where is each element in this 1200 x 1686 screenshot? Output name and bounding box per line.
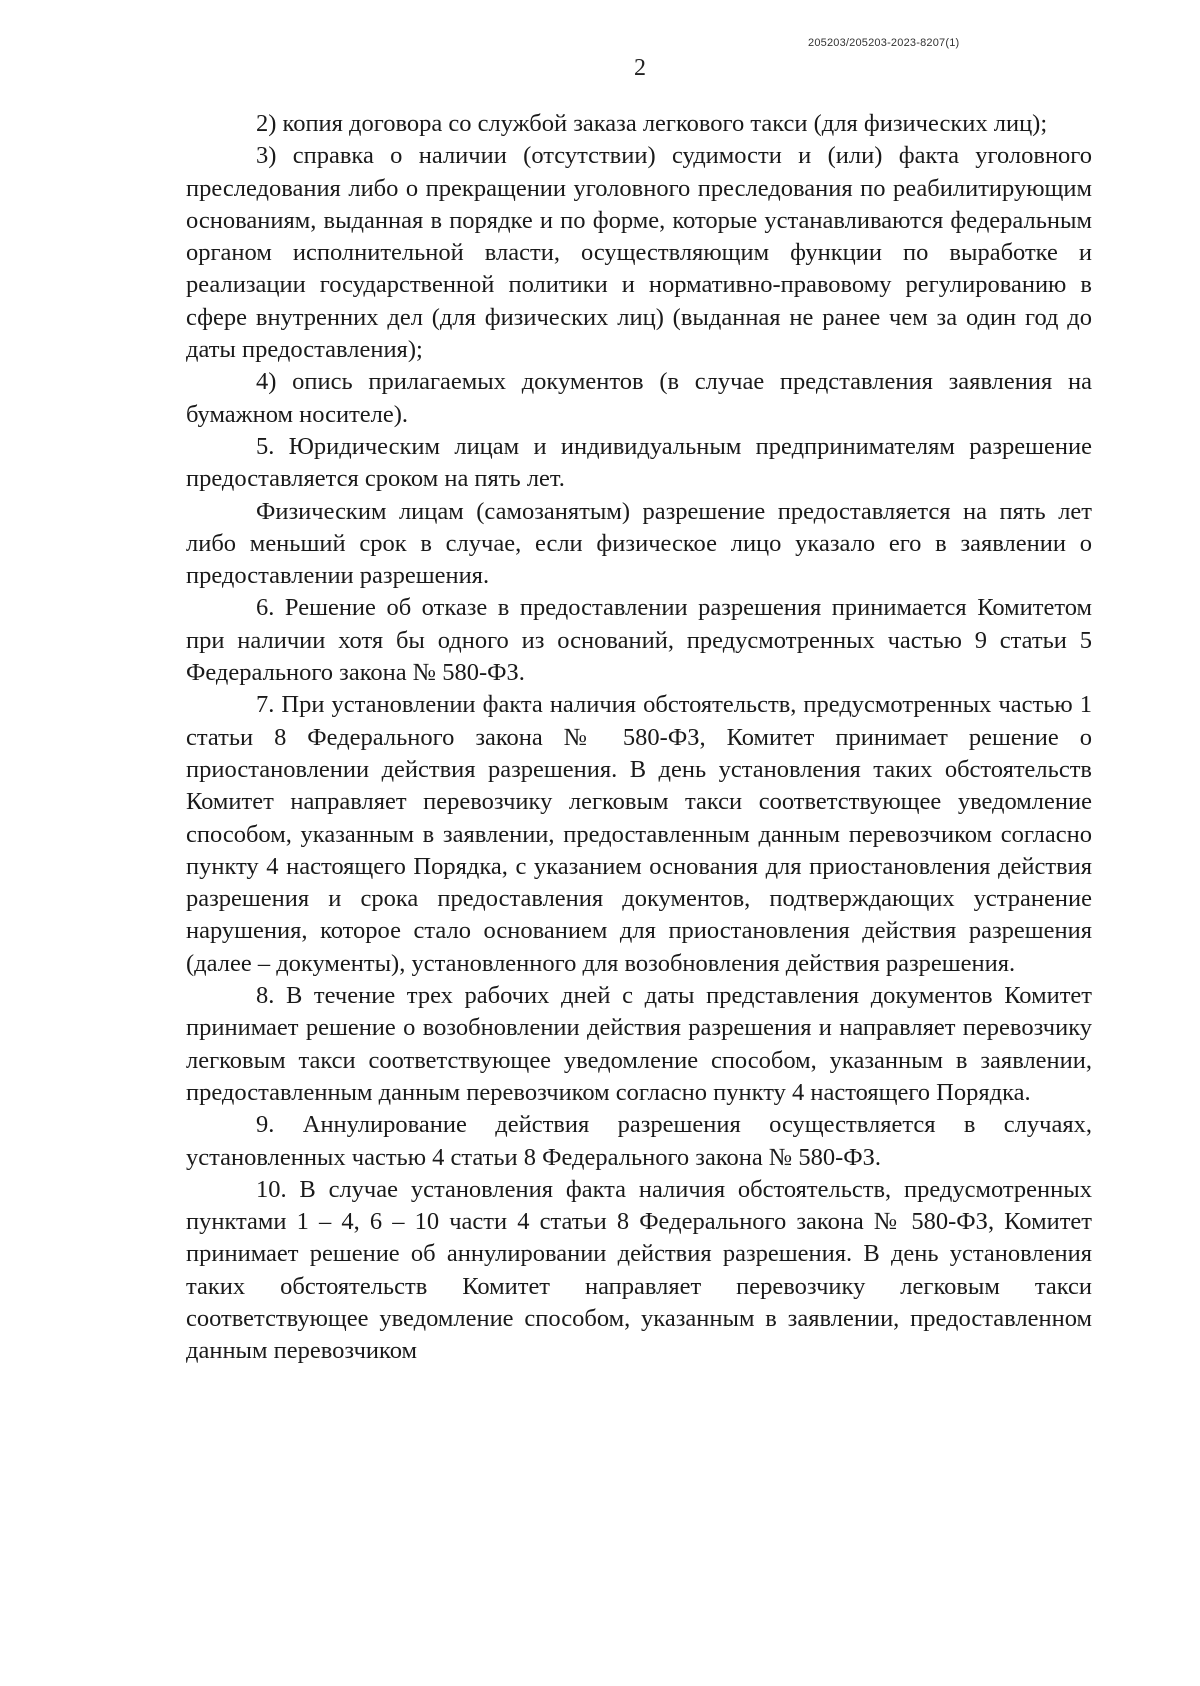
paragraph-self-employed-permit-term: Физическим лицам (самозанятым) разрешение предоставляется на пять лет либо меньший срок в случае, если физическое лицо указало его в заявлении о предоставлении разрешения. [186,497,1092,590]
paragraph-item-3-criminal-record-certificate: 3) справка о наличии (отсутствии) судимости и (или) факта уголовного преследования либо о прекращении уголовного преследования по реабилитирующим основаниям, выданная в порядке и по форме, которые устанавливаются федеральным органом исполнительной власти, осуществляющим функции по выработке и реализации государственной политики и нормативно-правовому регулированию в сфере внутренних дел (для физических лиц) (выданная не ранее чем за один год до даты предоставления); [186,142,1092,364]
paragraph-section-9-annulment: 9. Аннулирование действия разрешения осуществляется в случаях, установленных частью 4 статьи 8 Федерального закона № 580-ФЗ. [186,1111,1092,1171]
paragraph-section-5-permit-term: 5. Юридическим лицам и индивидуальным предпринимателям разрешение предоставляется сроком на пять лет. [186,432,1092,493]
paragraph-item-4-document-inventory: 4) опись прилагаемых документов (в случае представления заявления на бумажном носителе). [186,368,1092,428]
paragraph-section-8-resumption: 8. В течение трех рабочих дней с даты представления документов Комитет принимает решение о возобновлении действия разрешения и направляет перевозчику легковым такси соответствующее уведомление способом, указанным в заявлении, предоставленным данным перевозчиком согласно пункту 4 настоящего Порядка. [186,982,1092,1106]
page-number: 2 [634,55,646,81]
document-body [186,108,1092,1368]
paragraph-section-7-suspension: 7. При установлении факта наличия обстоятельств, предусмотренных частью 1 статьи 8 Федерального закона № 580-ФЗ, Комитет принимает решение о приостановлении действия разрешения. В день установления таких обстоятельств Комитет направляет перевозчику легковым такси соответствующее уведомление способом, указанным в заявлении, предоставленным данным перевозчиком согласно пункту 4 настоящего Порядка, с указанием основания для приостановления действия разрешения и срока предоставления документов, подтверждающих устранение нарушения, которое стало основанием для приостановления действия разрешения (далее – документы), установленного для возобновления действия разрешения. [186,691,1092,977]
paragraph-item-2-contract-copy: 2) копия договора со службой заказа легкового такси (для физических лиц); [256,110,1048,137]
paragraph-section-10-annulment-decision: 10. В случае установления факта наличия обстоятельств, предусмотренных пунктами 1 – 4, 6 – 10 части 4 статьи 8 Федерального закона № 580-ФЗ, Комитет принимает решение об аннулировании действия разрешения. В день установления таких обстоятельств Комитет направляет перевозчику легковым такси соответствующее уведомление способом, указанным в заявлении, предоставленном данным перевозчиком [186,1175,1092,1365]
paragraph-section-6-refusal: 6. Решение об отказе в предоставлении разрешения принимается Комитетом при наличии хотя бы одного из оснований, предусмотренных частью 9 статьи 5 Федерального закона № 580-ФЗ. [186,594,1092,687]
document-registration-number: 205203/205203-2023-8207(1) [808,37,960,49]
